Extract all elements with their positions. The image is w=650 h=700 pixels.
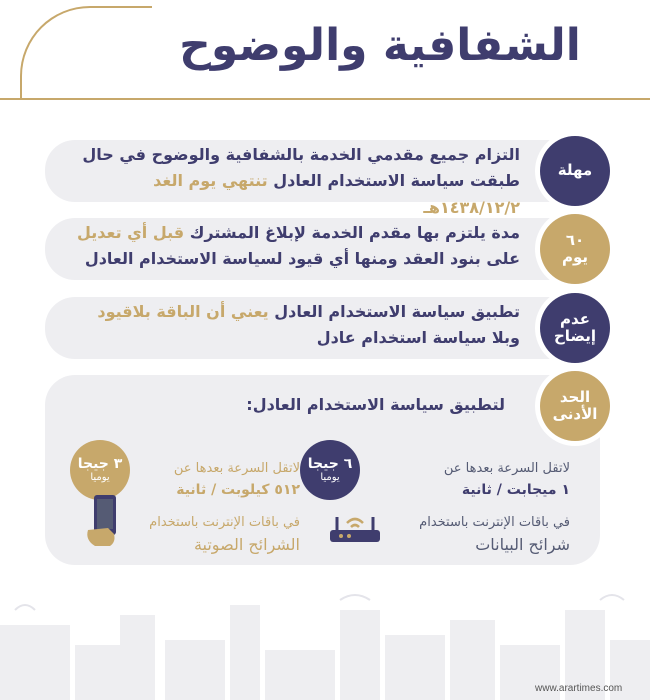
plan-desc: لاتقل السرعة بعدها عن [173,461,300,476]
badge-line2: إيضاح [554,327,596,345]
card-minimum [45,375,600,565]
card-text-a: مدة يلتزم بها مقدم الخدمة لإبلاغ المشترك [189,223,520,242]
card-text-b: وبلا سياسة استخدام عادل [316,328,520,348]
card-text-highlight: تنتهي يوم الغد ١٤٣٨/١٢/٢هـ [153,171,520,217]
badge-line2: الأدنى [552,405,598,423]
quota-badge [300,440,360,500]
card-text [65,299,520,352]
badge-line1: ٦٠ [565,230,585,249]
phone-icon [80,490,130,550]
card-no-clarification [45,297,600,359]
plan-kind: الشرائح الصوتية [193,535,300,554]
badge-60-days [540,214,610,284]
title-underline [0,98,650,100]
quota-value: ٣ جيجا [77,455,123,472]
card-text [65,142,520,221]
plan-voice-sim [50,445,300,565]
page-title: الشفافية والوضوح [179,20,581,71]
plan-data-sim [307,445,570,565]
minimum-subtitle: لتطبيق سياسة الاستخدام العادل: [246,395,505,414]
watermark: www.arartimes.com [535,683,623,694]
card-grace-period [45,140,600,217]
badge-line1: الحد [559,387,591,406]
quota-unit: يوميا [90,472,110,484]
plan-desc: لاتقل السرعة بعدها عن [443,461,570,476]
badge-label: مهلة [557,161,593,180]
header [0,0,650,100]
plan-speed: ٥١٢ كيلوبت / ثانية [176,482,300,498]
card-text [65,220,520,273]
badge-line1: عدم [560,309,590,328]
badge-minimum [540,371,610,441]
card-text-a: تطبيق سياسة الاستخدام العادل [274,302,520,321]
badge-grace [540,136,610,206]
plan-kind: شرائح البيانات [475,535,570,554]
quota-unit: يوميا [320,472,340,484]
plan-desc2: في باقات الإنترنت باستخدام [149,515,300,530]
card-text-b: على بنود العقد ومنها أي قيود لسياسة الاستخدام العادل [84,249,520,269]
card-notice-period [45,218,600,280]
card-text-highlight: قبل أي تعديل [77,223,185,242]
router-icon [325,505,385,550]
badge-line2: يوم [561,248,589,266]
card-text-main: التزام جميع مقدمي الخدمة بالشفافية والوضوح في حال طبقت سياسة الاستخدام العادل [82,145,520,191]
plan-desc2: في باقات الإنترنت باستخدام [419,515,570,530]
card-text-highlight: يعني أن الباقة بلاقيود [97,302,269,321]
plan-speed: ١ ميجابت / ثانية [461,482,570,498]
quota-value: ٦ جيجا [307,455,353,472]
badge-no-clarification [540,293,610,363]
decorative-curve [20,6,152,100]
